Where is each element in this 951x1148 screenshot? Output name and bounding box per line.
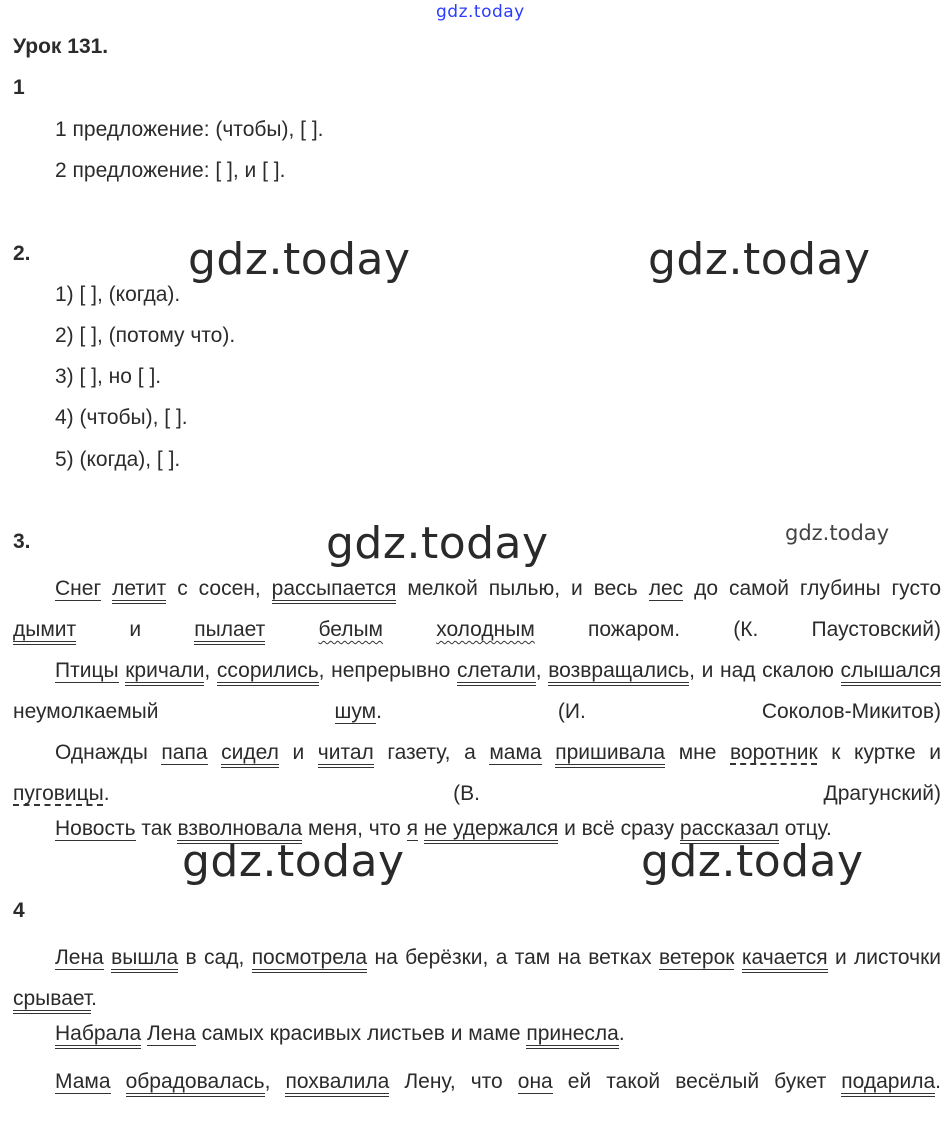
ex2-line-1: 1) [ ], (когда).	[55, 283, 181, 306]
ex2-number: 2.	[13, 242, 31, 265]
ex2-line-4: 4) (чтобы), [ ].	[55, 406, 188, 429]
watermark: gdz.today	[182, 836, 405, 887]
ex4-sentence-1: Лена вышла в сад, посмотрела на берёзки, а там на ветках ветерок качается и листочки срывает.	[13, 937, 941, 1019]
ex2-line-3: 3) [ ], но [ ].	[55, 365, 162, 388]
ex3-sentence-2: Птицы кричали, ссорились, непрерывно слетали, возвращались, и над скалою слышался неумолкаемый шум. (И. Соколов-Микитов)	[13, 659, 942, 723]
watermark: gdz.today	[648, 234, 871, 285]
ex1-line-2: 2 предложение: [ ], и [ ].	[55, 159, 286, 182]
ex3-number: 3.	[13, 530, 31, 553]
watermark-top: gdz.today	[436, 2, 525, 22]
ex1-number: 1	[13, 76, 25, 99]
ex3-sentence-4: Новость так взволновала меня, что я не удержался и всё сразу рассказал отцу.	[55, 815, 832, 843]
ex4-sentence-2: Набрала Лена самых красивых листьев и маме принесла.	[55, 1020, 625, 1048]
watermark: gdz.today	[326, 518, 549, 569]
ex3-sentence-3: Однажды папа сидел и читал газету, а мама пришивала мне воротник к куртке и пуговицы. (В. Драгунский)	[13, 741, 941, 805]
watermark: gdz.today	[188, 234, 411, 285]
ex4-number: 4	[13, 899, 25, 922]
watermark-small: gdz.today	[785, 521, 890, 545]
ex1-line-1: 1 предложение: (чтобы), [ ].	[55, 118, 324, 141]
watermark: gdz.today	[641, 836, 864, 887]
lesson-title: Урок 131.	[13, 35, 109, 58]
ex2-line-2: 2) [ ], (потому что).	[55, 324, 236, 347]
ex4-sentence-3: Мама обрадовалась, похвалила Лену, что она ей такой весёлый букет подарила.	[13, 1061, 941, 1102]
ex2-line-5: 5) (когда), [ ].	[55, 448, 181, 471]
ex3-sentence-1: Снег летит с сосен, рассыпается мелкой пылью, и весь лес до самой глубины густо дымит и пылает белым холодным пожаром. (К. Паустовский)	[13, 568, 941, 650]
